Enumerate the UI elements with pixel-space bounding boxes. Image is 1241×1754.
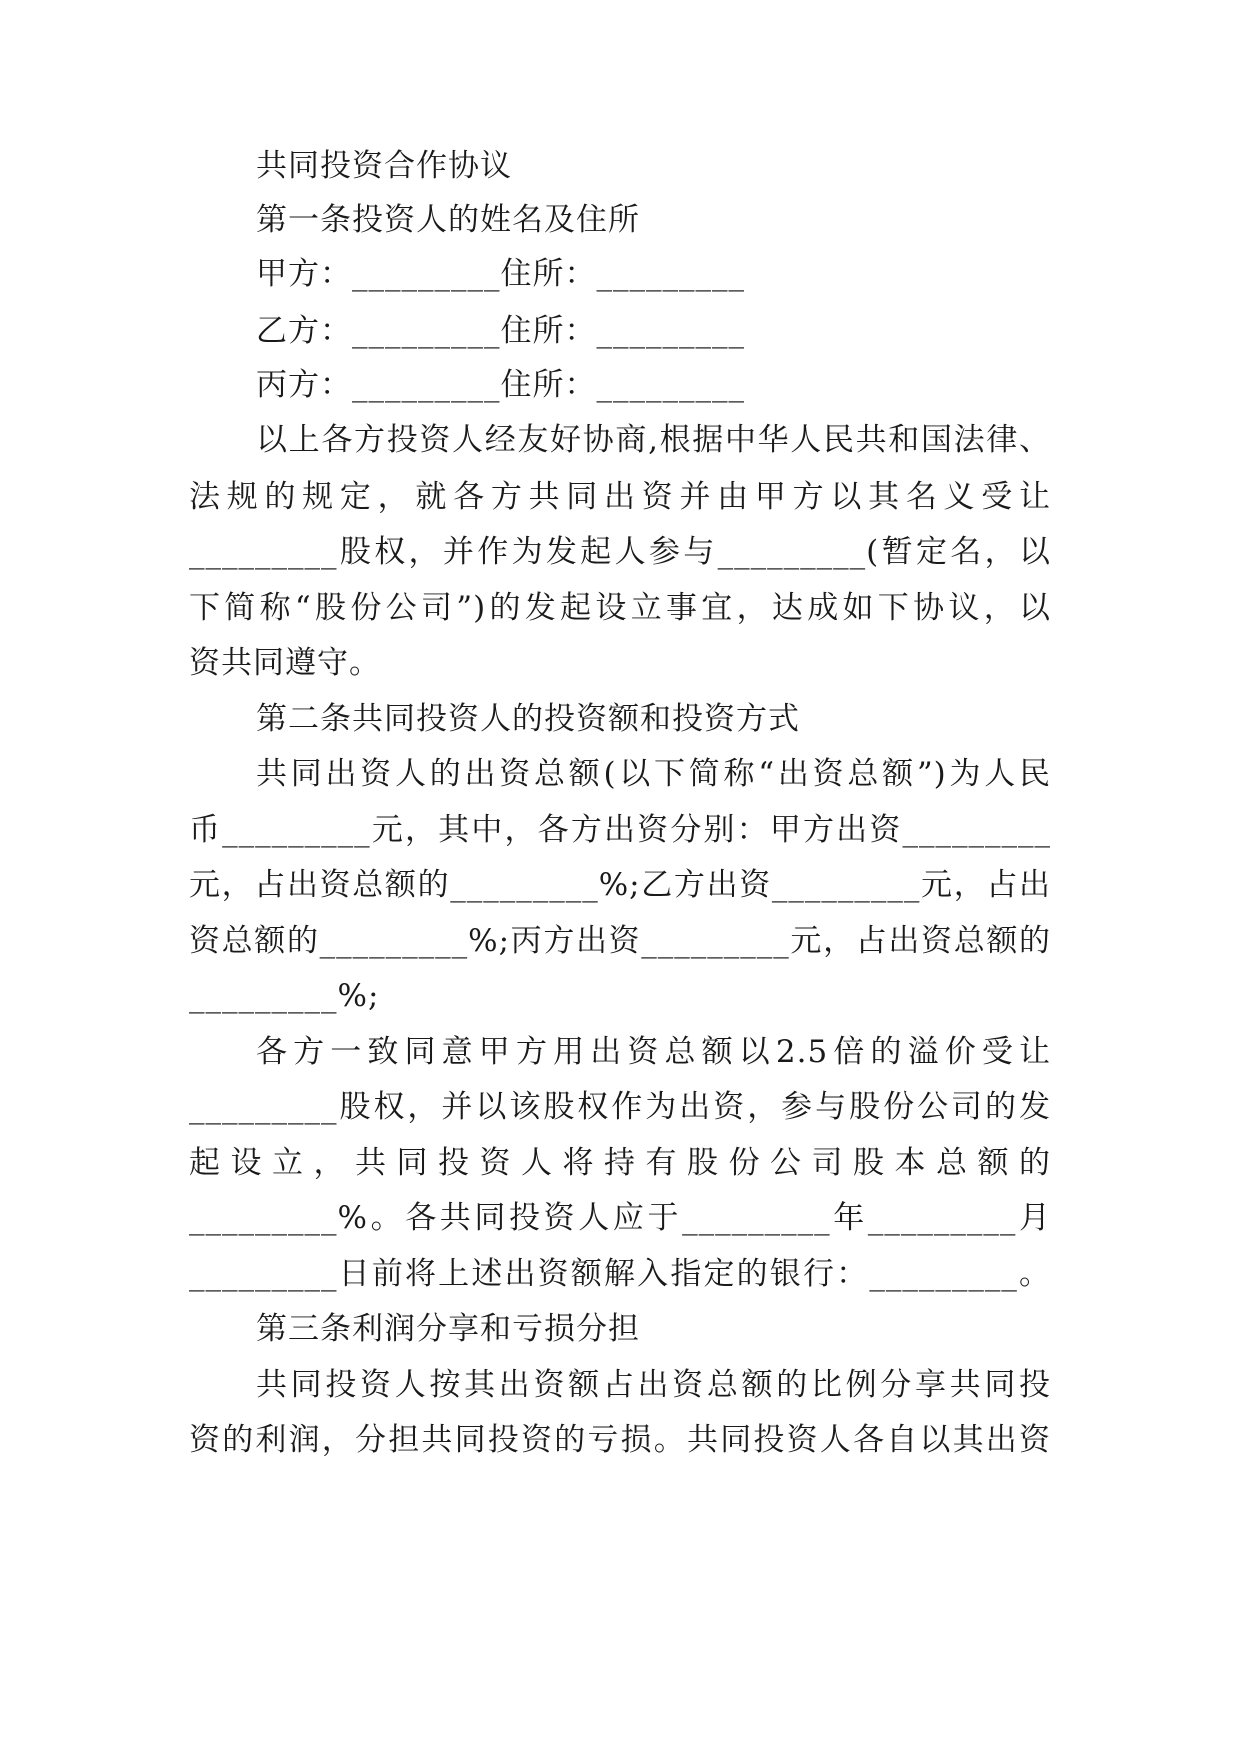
- article3-para-line: 共同投资人按其出资额占出资总额的比例分享共同投: [256, 1367, 1051, 1403]
- party-a-line: 甲方：_________住所：_________: [256, 256, 745, 292]
- article2-heading: 第二条共同投资人的投资额和投资方式: [256, 701, 800, 737]
- article2-para2-line: _________股权，并以该股权作为出资，参与股份公司的发: [189, 1089, 1051, 1125]
- article1-para-line: 法规的规定，就各方共同出资并由甲方以其名义受让: [189, 479, 1051, 515]
- party-c-line: 丙方：_________住所：_________: [256, 367, 745, 403]
- article3-heading: 第三条利润分享和亏损分担: [256, 1311, 640, 1347]
- party-b-line: 乙方：_________住所：_________: [256, 313, 745, 349]
- article2-para1-line: 币_________元，其中，各方出资分别：甲方出资_________: [189, 812, 1051, 848]
- article2-para1-line: _________%;: [189, 978, 380, 1014]
- article2-para2-line: 各方一致同意甲方用出资总额以2.5倍的溢价受让: [256, 1034, 1051, 1070]
- article2-para1-line: 资总额的_________%;丙方出资_________元，占出资总额的: [189, 923, 1051, 959]
- article2-para1-line: 元，占出资总额的_________%;乙方出资_________元，占出: [189, 867, 1051, 903]
- article2-para2-line: _________%。各共同投资人应于_________年_________月: [189, 1200, 1051, 1236]
- article1-para-line: 下简称“股份公司”)的发起设立事宜，达成如下协议，以: [189, 590, 1051, 626]
- article2-para1-line: 共同出资人的出资总额(以下简称“出资总额”)为人民: [256, 756, 1051, 792]
- article1-para-line: 资共同遵守。: [189, 645, 381, 681]
- article3-para-line: 资的利润，分担共同投资的亏损。共同投资人各自以其出资: [189, 1422, 1051, 1458]
- article2-para2-line: _________日前将上述出资额解入指定的银行：_________。: [189, 1256, 1051, 1292]
- article2-para2-line: 起设立，共同投资人将持有股份公司股本总额的: [189, 1145, 1051, 1181]
- document-title: 共同投资合作协议: [256, 148, 512, 184]
- article1-para-line: _________股权，并作为发起人参与_________(暂定名，以: [189, 534, 1051, 570]
- article1-para-line: 以上各方投资人经友好协商,根据中华人民共和国法律、: [256, 422, 1051, 458]
- article1-heading: 第一条投资人的姓名及住所: [256, 202, 640, 238]
